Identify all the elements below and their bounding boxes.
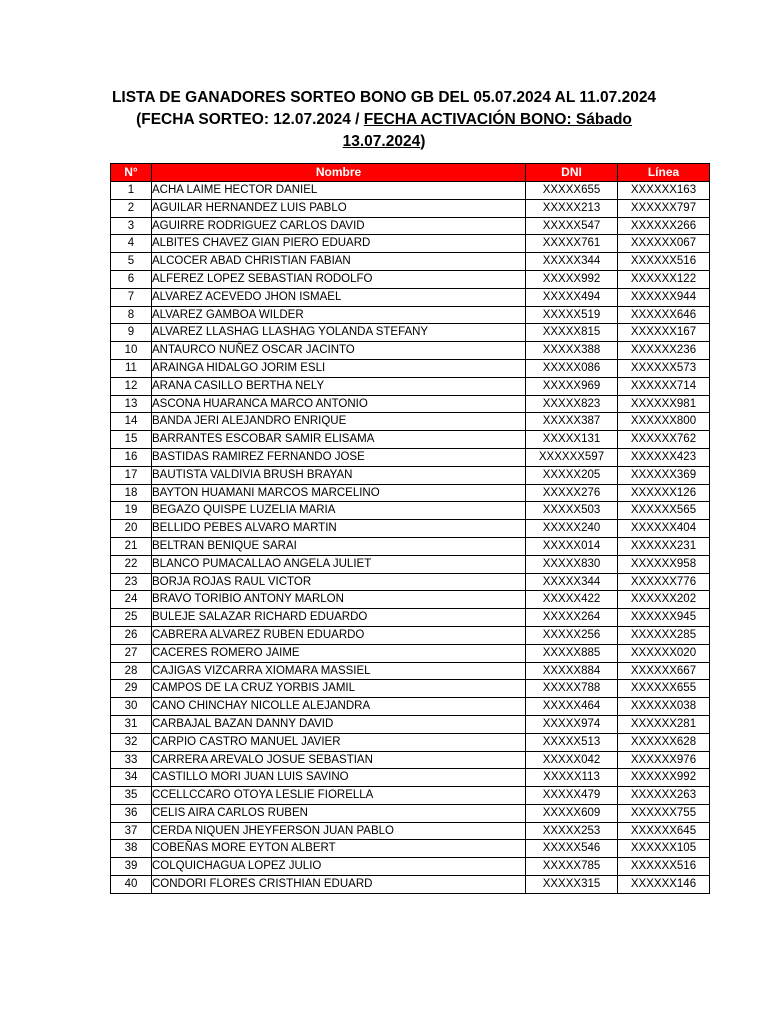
table-row xyxy=(111,751,710,769)
row-number: 37 xyxy=(111,822,152,840)
row-number: 31 xyxy=(111,715,152,733)
table-row xyxy=(111,876,710,894)
winner-dni: XXXXX205 xyxy=(526,466,618,484)
row-number: 36 xyxy=(111,804,152,822)
winner-dni: XXXXX264 xyxy=(526,609,618,627)
winner-linea: XXXXXX105 xyxy=(618,840,710,858)
winner-name: BASTIDAS RAMIREZ FERNANDO JOSE xyxy=(152,448,526,466)
winner-name: CANO CHINCHAY NICOLLE ALEJANDRA xyxy=(152,698,526,716)
table-row xyxy=(111,698,710,716)
table-row xyxy=(111,858,710,876)
winner-linea: XXXXXX755 xyxy=(618,804,710,822)
document-title xyxy=(0,87,768,153)
winner-name: BORJA ROJAS RAUL VICTOR xyxy=(152,573,526,591)
winner-name: BLANCO PUMACALLAO ANGELA JULIET xyxy=(152,555,526,573)
table-row xyxy=(111,182,710,200)
row-number: 18 xyxy=(111,484,152,502)
winner-dni: XXXXX503 xyxy=(526,502,618,520)
winner-dni: XXXXX344 xyxy=(526,253,618,271)
winner-linea: XXXXXX797 xyxy=(618,199,710,217)
winner-linea: XXXXXX944 xyxy=(618,288,710,306)
row-number: 2 xyxy=(111,199,152,217)
row-number: 19 xyxy=(111,502,152,520)
table-row xyxy=(111,609,710,627)
row-number: 39 xyxy=(111,858,152,876)
winner-name: ASCONA HUARANCA MARCO ANTONIO xyxy=(152,395,526,413)
winner-name: CCELLCCARO OTOYA LESLIE FIORELLA xyxy=(152,787,526,805)
row-number: 34 xyxy=(111,769,152,787)
winner-name: ALFEREZ LOPEZ SEBASTIAN RODOLFO xyxy=(152,270,526,288)
table-row xyxy=(111,466,710,484)
winner-dni: XXXXX315 xyxy=(526,876,618,894)
winner-linea: XXXXXX202 xyxy=(618,591,710,609)
winner-name: ALBITES CHAVEZ GIAN PIERO EDUARD xyxy=(152,235,526,253)
winner-name: BARRANTES ESCOBAR SAMIR ELISAMA xyxy=(152,431,526,449)
table-row xyxy=(111,217,710,235)
row-number: 29 xyxy=(111,680,152,698)
table-row xyxy=(111,644,710,662)
table-header-row xyxy=(111,164,710,182)
winner-name: COBEÑAS MORE EYTON ALBERT xyxy=(152,840,526,858)
winner-dni: XXXXX131 xyxy=(526,431,618,449)
row-number: 33 xyxy=(111,751,152,769)
table-row xyxy=(111,822,710,840)
winner-linea: XXXXXX714 xyxy=(618,377,710,395)
winner-dni: XXXXX823 xyxy=(526,395,618,413)
winner-linea: XXXXXX423 xyxy=(618,448,710,466)
row-number: 40 xyxy=(111,876,152,894)
winner-dni: XXXXX344 xyxy=(526,573,618,591)
winner-dni: XXXXX113 xyxy=(526,769,618,787)
winner-dni: XXXXX388 xyxy=(526,342,618,360)
winner-dni: XXXXX387 xyxy=(526,413,618,431)
winner-linea: XXXXXX067 xyxy=(618,235,710,253)
table-row xyxy=(111,235,710,253)
row-number: 3 xyxy=(111,217,152,235)
title-line-2 xyxy=(0,109,768,131)
winner-name: ANTAURCO NUÑEZ OSCAR JACINTO xyxy=(152,342,526,360)
winners-table xyxy=(110,163,710,894)
winner-dni: XXXXX815 xyxy=(526,324,618,342)
winner-name: AGUIRRE RODRIGUEZ CARLOS DAVID xyxy=(152,217,526,235)
winner-dni: XXXXX086 xyxy=(526,359,618,377)
winner-name: CAJIGAS VIZCARRA XIOMARA MASSIEL xyxy=(152,662,526,680)
winner-name: BAYTON HUAMANI MARCOS MARCELINO xyxy=(152,484,526,502)
winner-dni: XXXXX213 xyxy=(526,199,618,217)
winner-dni: XXXXX240 xyxy=(526,520,618,538)
table-row xyxy=(111,573,710,591)
table-row xyxy=(111,199,710,217)
winner-linea: XXXXXX038 xyxy=(618,698,710,716)
winner-dni: XXXXX761 xyxy=(526,235,618,253)
row-number: 25 xyxy=(111,609,152,627)
table-row xyxy=(111,484,710,502)
winner-dni: XXXXX885 xyxy=(526,644,618,662)
row-number: 27 xyxy=(111,644,152,662)
table-row xyxy=(111,395,710,413)
winner-dni: XXXXX014 xyxy=(526,537,618,555)
winner-linea: XXXXXX020 xyxy=(618,644,710,662)
title-line-1: LISTA DE GANADORES SORTEO BONO GB DEL 05.07.2024 AL 11.07.2024 xyxy=(111,89,657,106)
row-number: 32 xyxy=(111,733,152,751)
winner-dni: XXXXX422 xyxy=(526,591,618,609)
winner-dni: XXXXX546 xyxy=(526,840,618,858)
row-number: 38 xyxy=(111,840,152,858)
winner-name: CABRERA ALVAREZ RUBEN EDUARDO xyxy=(152,626,526,644)
winner-name: ARAINGA HIDALGO JORIM ESLI xyxy=(152,359,526,377)
table-row xyxy=(111,431,710,449)
winner-dni: XXXXX513 xyxy=(526,733,618,751)
winner-name: CONDORI FLORES CRISTHIAN EDUARD xyxy=(152,876,526,894)
winner-linea: XXXXXX655 xyxy=(618,680,710,698)
row-number: 5 xyxy=(111,253,152,271)
title-closing-paren: ) xyxy=(420,133,426,150)
header-name: Nombre xyxy=(152,164,526,182)
header-dni: DNI xyxy=(526,164,618,182)
table-row xyxy=(111,555,710,573)
winner-name: CARRERA AREVALO JOSUE SEBASTIAN xyxy=(152,751,526,769)
winner-name: ALCOCER ABAD CHRISTIAN FABIAN xyxy=(152,253,526,271)
winner-name: BAUTISTA VALDIVIA BRUSH BRAYAN xyxy=(152,466,526,484)
row-number: 15 xyxy=(111,431,152,449)
winner-linea: XXXXXX231 xyxy=(618,537,710,555)
winner-dni: XXXXX969 xyxy=(526,377,618,395)
winner-name: COLQUICHAGUA LOPEZ JULIO xyxy=(152,858,526,876)
winner-dni: XXXXX494 xyxy=(526,288,618,306)
winner-dni: XXXXX830 xyxy=(526,555,618,573)
table-row xyxy=(111,537,710,555)
winner-linea: XXXXXX628 xyxy=(618,733,710,751)
row-number: 26 xyxy=(111,626,152,644)
title-line-3 xyxy=(0,131,768,153)
winner-linea: XXXXXX369 xyxy=(618,466,710,484)
table-row xyxy=(111,626,710,644)
table-row xyxy=(111,591,710,609)
winner-name: BRAVO TORIBIO ANTONY MARLON xyxy=(152,591,526,609)
table-row xyxy=(111,502,710,520)
row-number: 20 xyxy=(111,520,152,538)
winner-name: ALVAREZ GAMBOA WILDER xyxy=(152,306,526,324)
table-row xyxy=(111,377,710,395)
winner-name: AGUILAR HERNANDEZ LUIS PABLO xyxy=(152,199,526,217)
table-row xyxy=(111,769,710,787)
winner-linea: XXXXXX167 xyxy=(618,324,710,342)
winner-name: BELTRAN BENIQUE SARAI xyxy=(152,537,526,555)
winner-name: BELLIDO PEBES ALVARO MARTIN xyxy=(152,520,526,538)
table-row xyxy=(111,359,710,377)
winner-linea: XXXXXX516 xyxy=(618,253,710,271)
winner-linea: XXXXXX945 xyxy=(618,609,710,627)
winner-name: BANDA JERI ALEJANDRO ENRIQUE xyxy=(152,413,526,431)
winner-linea: XXXXXX404 xyxy=(618,520,710,538)
winner-linea: XXXXXX573 xyxy=(618,359,710,377)
winner-name: CACERES ROMERO JAIME xyxy=(152,644,526,662)
row-number: 28 xyxy=(111,662,152,680)
winner-dni: XXXXX884 xyxy=(526,662,618,680)
activation-date-value: 13.07.2024 xyxy=(342,133,421,150)
winner-linea: XXXXXX800 xyxy=(618,413,710,431)
row-number: 1 xyxy=(111,182,152,200)
activation-date-label: FECHA ACTIVACIÓN BONO: Sábado xyxy=(363,111,632,128)
row-number: 35 xyxy=(111,787,152,805)
winner-name: ACHA LAIME HECTOR DANIEL xyxy=(152,182,526,200)
winner-linea: XXXXXX958 xyxy=(618,555,710,573)
winner-name: BEGAZO QUISPE LUZELIA MARIA xyxy=(152,502,526,520)
table-row xyxy=(111,253,710,271)
winner-name: ARANA CASILLO BERTHA NELY xyxy=(152,377,526,395)
winner-linea: XXXXXX981 xyxy=(618,395,710,413)
table-row xyxy=(111,288,710,306)
winner-dni: XXXXXX597 xyxy=(526,448,618,466)
row-number: 22 xyxy=(111,555,152,573)
table-row xyxy=(111,733,710,751)
row-number: 7 xyxy=(111,288,152,306)
table-row xyxy=(111,413,710,431)
winner-dni: XXXXX479 xyxy=(526,787,618,805)
winner-linea: XXXXXX163 xyxy=(618,182,710,200)
winner-dni: XXXXX785 xyxy=(526,858,618,876)
winner-linea: XXXXXX516 xyxy=(618,858,710,876)
table-row xyxy=(111,787,710,805)
winner-linea: XXXXXX776 xyxy=(618,573,710,591)
header-num: N° xyxy=(111,164,152,182)
row-number: 23 xyxy=(111,573,152,591)
winner-linea: XXXXXX146 xyxy=(618,876,710,894)
winner-dni: XXXXX974 xyxy=(526,715,618,733)
winner-linea: XXXXXX976 xyxy=(618,751,710,769)
table-row xyxy=(111,324,710,342)
table-row xyxy=(111,680,710,698)
table-row xyxy=(111,306,710,324)
row-number: 16 xyxy=(111,448,152,466)
header-linea: Línea xyxy=(618,164,710,182)
winner-name: ALVAREZ ACEVEDO JHON ISMAEL xyxy=(152,288,526,306)
winner-dni: XXXXX609 xyxy=(526,804,618,822)
table-row xyxy=(111,448,710,466)
winner-linea: XXXXXX645 xyxy=(618,822,710,840)
table-row xyxy=(111,520,710,538)
winner-name: CERDA NIQUEN JHEYFERSON JUAN PABLO xyxy=(152,822,526,840)
winner-name: CARPIO CASTRO MANUEL JAVIER xyxy=(152,733,526,751)
winner-linea: XXXXXX992 xyxy=(618,769,710,787)
row-number: 14 xyxy=(111,413,152,431)
table-row xyxy=(111,840,710,858)
table-body xyxy=(111,182,710,894)
row-number: 4 xyxy=(111,235,152,253)
draw-date-text: (FECHA SORTEO: 12.07.2024 / xyxy=(136,111,364,128)
winner-dni: XXXXX256 xyxy=(526,626,618,644)
row-number: 17 xyxy=(111,466,152,484)
row-number: 6 xyxy=(111,270,152,288)
row-number: 8 xyxy=(111,306,152,324)
winner-dni: XXXXX464 xyxy=(526,698,618,716)
winner-dni: XXXXX788 xyxy=(526,680,618,698)
winner-name: CAMPOS DE LA CRUZ YORBIS JAMIL xyxy=(152,680,526,698)
winner-dni: XXXXX253 xyxy=(526,822,618,840)
winner-linea: XXXXXX126 xyxy=(618,484,710,502)
winner-name: CARBAJAL BAZAN DANNY DAVID xyxy=(152,715,526,733)
winner-dni: XXXXX992 xyxy=(526,270,618,288)
table-row xyxy=(111,804,710,822)
row-number: 12 xyxy=(111,377,152,395)
row-number: 30 xyxy=(111,698,152,716)
row-number: 10 xyxy=(111,342,152,360)
winner-linea: XXXXXX266 xyxy=(618,217,710,235)
winner-linea: XXXXXX122 xyxy=(618,270,710,288)
winner-dni: XXXXX276 xyxy=(526,484,618,502)
table-row xyxy=(111,715,710,733)
winner-linea: XXXXXX263 xyxy=(618,787,710,805)
winner-name: CELIS AIRA CARLOS RUBEN xyxy=(152,804,526,822)
table-row xyxy=(111,270,710,288)
winner-linea: XXXXXX236 xyxy=(618,342,710,360)
winner-dni: XXXXX519 xyxy=(526,306,618,324)
winner-linea: XXXXXX281 xyxy=(618,715,710,733)
winner-linea: XXXXXX762 xyxy=(618,431,710,449)
row-number: 9 xyxy=(111,324,152,342)
winner-name: ALVAREZ LLASHAG LLASHAG YOLANDA STEFANY xyxy=(152,324,526,342)
winner-name: CASTILLO MORI JUAN LUIS SAVINO xyxy=(152,769,526,787)
winner-dni: XXXXX547 xyxy=(526,217,618,235)
winner-linea: XXXXXX565 xyxy=(618,502,710,520)
winner-linea: XXXXXX285 xyxy=(618,626,710,644)
winner-linea: XXXXXX646 xyxy=(618,306,710,324)
row-number: 13 xyxy=(111,395,152,413)
winner-dni: XXXXX042 xyxy=(526,751,618,769)
row-number: 11 xyxy=(111,359,152,377)
winner-linea: XXXXXX667 xyxy=(618,662,710,680)
table-row xyxy=(111,342,710,360)
winner-name: BULEJE SALAZAR RICHARD EDUARDO xyxy=(152,609,526,627)
row-number: 21 xyxy=(111,537,152,555)
row-number: 24 xyxy=(111,591,152,609)
winner-dni: XXXXX655 xyxy=(526,182,618,200)
table-row xyxy=(111,662,710,680)
